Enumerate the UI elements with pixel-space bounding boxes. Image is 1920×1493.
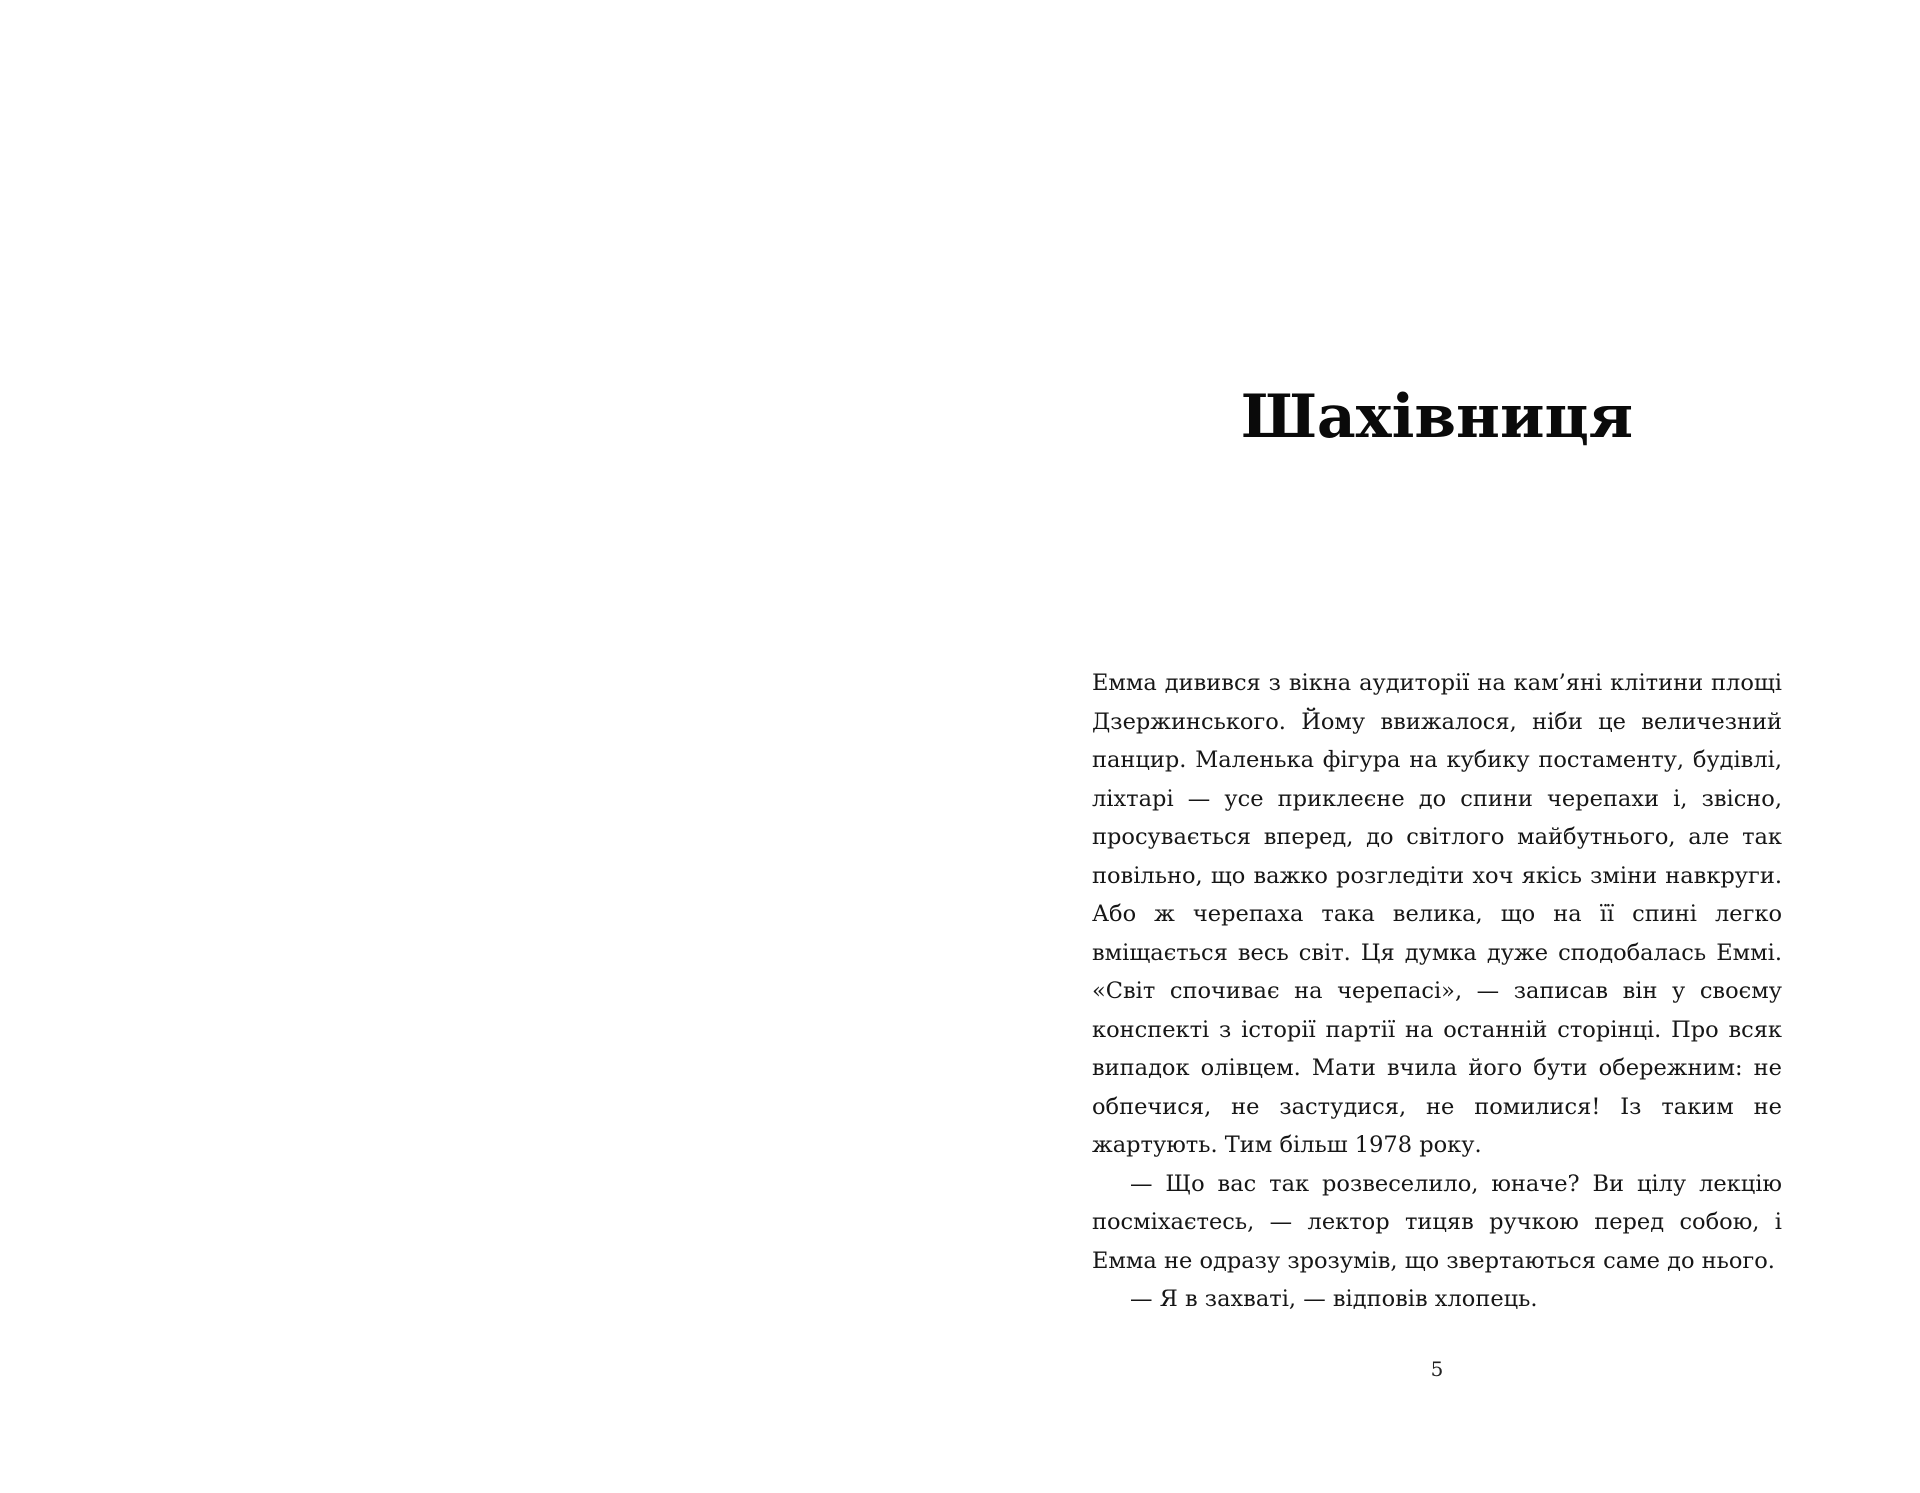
- chapter-body: [1092, 664, 1782, 1319]
- paragraph-3: — Я в захваті, — відповів хлопець.: [1130, 1286, 1538, 1312]
- paragraph-2: — Що вас так розвеселило, юначе? Ви цілу лекцію посміхаєтесь, — лектор тицяв ручкою перед собою, і Емма не одразу зрозумів, що звертаються саме до нього.: [1092, 1170, 1782, 1274]
- paragraph-1: Емма дивився з вікна аудиторії на кам’яні клітини площі Дзержинського. Йому ввижалося, ніби це величезний панцир. Маленька фігура на кубику постаменту, будівлі, ліхтарі — усе приклеєне до спини черепахи і, звісно, просувається вперед, до світлого майбутнього, але так повільно, що важко розгледіти хоч якісь зміни навкруги. Або ж черепаха така велика, що на її спині легко вміщається весь світ. Ця думка дуже сподобалась Еммі. «Світ спочиває на черепасі», — записав він у своєму конспекті з історії партії на останній сторінці. Про всяк випадок олівцем. Мати вчила його бути обережним: не обпечися, не застудися, не помилися! Із таким не жартують. Тим більш 1978 року.: [1092, 670, 1782, 1158]
- chapter-title: Шахівниця: [1240, 382, 1634, 452]
- page-number: 5: [1430, 1357, 1444, 1381]
